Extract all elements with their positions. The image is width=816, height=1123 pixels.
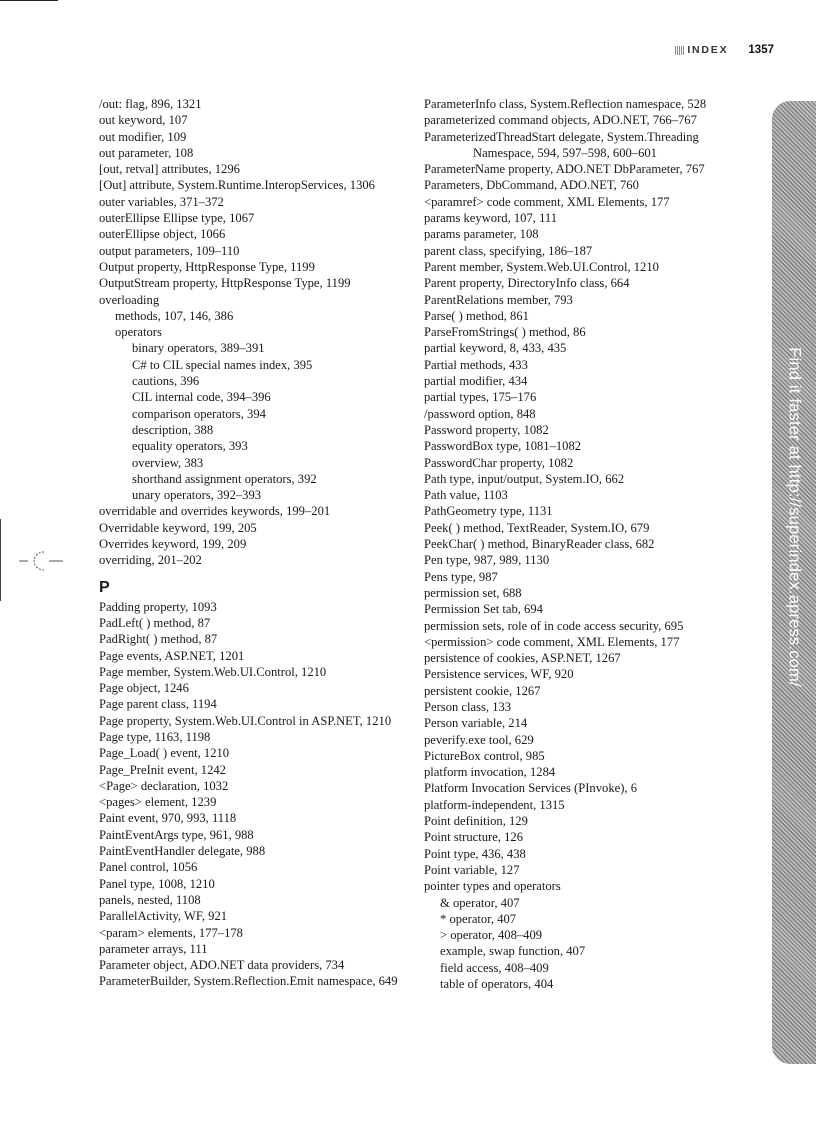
index-subentry: comparison operators, 394 (132, 406, 266, 421)
index-entry: Page_PreInit event, 1242 (99, 762, 226, 777)
index-entry: Path value, 1103 (424, 488, 508, 503)
index-entry: PaintEventHandler delegate, 988 (99, 844, 266, 859)
index-entry: partial modifier, 434 (424, 374, 528, 389)
index-entry: Page property, System.Web.UI.Control in ASP.NET, 1210 (99, 713, 392, 728)
index-entry: Person variable, 214 (424, 716, 528, 731)
thumb-tab-text: Find it faster at http://superindex.apress.com/ (785, 347, 804, 687)
index-entry: /out: flag, 896, 1321 (99, 97, 202, 111)
index-entry: Paint event, 970, 993, 1118 (99, 811, 237, 826)
index-entry: persistence of cookies, ASP.NET, 1267 (424, 651, 621, 666)
index-entry: PaintEventArgs type, 961, 988 (99, 827, 254, 842)
index-entry: Output property, HttpResponse Type, 1199 (99, 259, 315, 274)
index-subentry: cautions, 396 (132, 374, 200, 389)
index-entry: Path type, input/output, System.IO, 662 (424, 471, 625, 486)
index-entry: outerEllipse Ellipse type, 1067 (99, 211, 255, 226)
index-entry: Overrides keyword, 199, 209 (99, 537, 247, 552)
index-entry: ParameterName property, ADO.NET DbParameter, 767 (424, 162, 705, 177)
index-column-right (424, 96, 744, 992)
index-entry: Person class, 133 (424, 699, 512, 714)
index-entry: parameterized command objects, ADO.NET, 766–767 (424, 113, 697, 128)
index-entry: panels, nested, 1108 (99, 892, 201, 907)
index-entry: OutputStream property, HttpResponse Type, 1199 (99, 276, 351, 291)
index-entry: outer variables, 371–372 (99, 194, 224, 209)
index-subentry: CIL internal code, 394–396 (132, 390, 271, 405)
index-entry: ParameterInfo class, System.Reflection namespace, 528 (424, 97, 707, 111)
index-entry: <param> elements, 177–178 (99, 925, 243, 940)
index-entry: Page type, 1163, 1198 (99, 729, 211, 744)
index-section-letter: P (99, 578, 110, 596)
index-entry: platform invocation, 1284 (424, 765, 556, 780)
index-entry: Peek( ) method, TextReader, System.IO, 679 (424, 520, 650, 535)
index-entry: peverify.exe tool, 629 (424, 732, 534, 747)
index-entry: Pen type, 987, 989, 1130 (424, 553, 550, 568)
index-entry: <pages> element, 1239 (99, 795, 217, 810)
index-entry: [out, retval] attributes, 1296 (99, 162, 240, 177)
index-entry: out modifier, 109 (99, 129, 187, 144)
index-entry: output parameters, 109–110 (99, 243, 240, 258)
index-entry: ParameterizedThreadStart delegate, System.Threading Namespace, 594, 597–598, 600–601 (424, 129, 699, 160)
trim-mark-line (0, 519, 1, 601)
index-entry: Panel type, 1008, 1210 (99, 876, 215, 891)
index-subentry: shorthand assignment operators, 392 (132, 471, 317, 486)
index-entry: partial keyword, 8, 433, 435 (424, 341, 567, 356)
index-subentry: methods, 107, 146, 386 (115, 308, 234, 323)
index-entry: Persistence services, WF, 920 (424, 667, 574, 682)
index-entry: ParameterBuilder, System.Reflection.Emit namespace, 649 (99, 974, 398, 989)
thumb-index-tab (772, 101, 816, 1064)
top-trim-rule (0, 0, 58, 1)
index-entry: PasswordBox type, 1081–1082 (424, 439, 582, 454)
index-entry: persistent cookie, 1267 (424, 683, 541, 698)
index-entry: PasswordChar property, 1082 (424, 455, 574, 470)
index-entry: Page object, 1246 (99, 681, 189, 696)
index-entry: Padding property, 1093 (99, 599, 217, 614)
index-entry: outerEllipse object, 1066 (99, 227, 226, 242)
index-subentry: field access, 408–409 (440, 960, 549, 975)
index-entry: [Out] attribute, System.Runtime.InteropServices, 1306 (99, 178, 375, 193)
index-subentry: operators (115, 325, 162, 340)
index-subentry: * operator, 407 (440, 911, 517, 926)
index-entry: Parameter object, ADO.NET data providers, 734 (99, 958, 345, 973)
index-entry: Parent member, System.Web.UI.Control, 1210 (424, 259, 659, 274)
index-entry: Point variable, 127 (424, 862, 520, 877)
index-subentry: overview, 383 (132, 455, 204, 470)
index-subentry: description, 388 (132, 422, 214, 437)
header-label: INDEX (687, 44, 729, 56)
index-entry: Pens type, 987 (424, 569, 498, 584)
running-header (675, 44, 774, 56)
index-entry: Page_Load( ) event, 1210 (99, 746, 230, 761)
index-entry: Platform Invocation Services (PInvoke), 6 (424, 781, 637, 796)
index-entry: /password option, 848 (424, 406, 536, 421)
index-entry: overridable and overrides keywords, 199–201 (99, 504, 331, 519)
index-entry: permission sets, role of in code access security, 695 (424, 618, 684, 633)
index-entry: params parameter, 108 (424, 227, 539, 242)
index-entry: <paramref> code comment, XML Elements, 177 (424, 194, 670, 209)
index-entry: Page events, ASP.NET, 1201 (99, 648, 245, 663)
index-entry: Page member, System.Web.UI.Control, 1210 (99, 664, 327, 679)
index-entry: Password property, 1082 (424, 422, 549, 437)
index-entry: PadRight( ) method, 87 (99, 632, 218, 647)
index-entry: out parameter, 108 (99, 145, 194, 160)
index-entry: out keyword, 107 (99, 113, 188, 128)
index-subentry: unary operators, 392–393 (132, 488, 262, 503)
index-subentry: binary operators, 389–391 (132, 341, 265, 356)
index-entry: Parent property, DirectoryInfo class, 664 (424, 276, 630, 291)
index-entry: parent class, specifying, 186–187 (424, 243, 593, 258)
index-entry: platform-independent, 1315 (424, 797, 565, 812)
index-entry: ParallelActivity, WF, 921 (99, 909, 228, 924)
index-entry: Overridable keyword, 199, 205 (99, 520, 257, 535)
index-entry: pointer types and operators (424, 879, 561, 894)
index-subentry: C# to CIL special names index, 395 (132, 357, 313, 372)
index-entry: Page parent class, 1194 (99, 697, 217, 712)
index-entry: overloading (99, 292, 160, 307)
header-bar-icon (675, 46, 684, 55)
index-entry: partial types, 175–176 (424, 390, 537, 405)
index-subentry: example, swap function, 407 (440, 944, 586, 959)
index-subentry: & operator, 407 (440, 895, 520, 910)
index-subentry: equality operators, 393 (132, 439, 248, 454)
index-entry: <Page> declaration, 1032 (99, 778, 229, 793)
index-subentry: > operator, 408–409 (440, 928, 543, 943)
index-entry: ParseFromStrings( ) method, 86 (424, 325, 586, 340)
index-entry: Panel control, 1056 (99, 860, 198, 875)
registration-mark-icon (19, 548, 63, 574)
index-entry: Permission Set tab, 694 (424, 602, 543, 617)
index-entry: parameter arrays, 111 (99, 941, 208, 956)
index-entry: Parse( ) method, 861 (424, 308, 529, 323)
index-column-left (99, 96, 409, 990)
index-entry: PeekChar( ) method, BinaryReader class, 682 (424, 537, 655, 552)
index-entry: PathGeometry type, 1131 (424, 504, 553, 519)
index-entry: Partial methods, 433 (424, 357, 528, 372)
index-entry: Point structure, 126 (424, 830, 523, 845)
index-entry: PictureBox control, 985 (424, 748, 545, 763)
index-entry: Parameters, DbCommand, ADO.NET, 760 (424, 178, 639, 193)
index-entry: Point definition, 129 (424, 814, 528, 829)
index-entry: permission set, 688 (424, 585, 522, 600)
page-number: 1357 (748, 44, 774, 56)
index-entry: overriding, 201–202 (99, 553, 202, 568)
index-entry: ParentRelations member, 793 (424, 292, 573, 307)
index-entry: PadLeft( ) method, 87 (99, 615, 211, 630)
index-entry: <permission> code comment, XML Elements, 177 (424, 634, 680, 649)
index-entry: Point type, 436, 438 (424, 846, 526, 861)
index-entry: params keyword, 107, 111 (424, 211, 558, 226)
index-subentry: table of operators, 404 (440, 977, 554, 992)
